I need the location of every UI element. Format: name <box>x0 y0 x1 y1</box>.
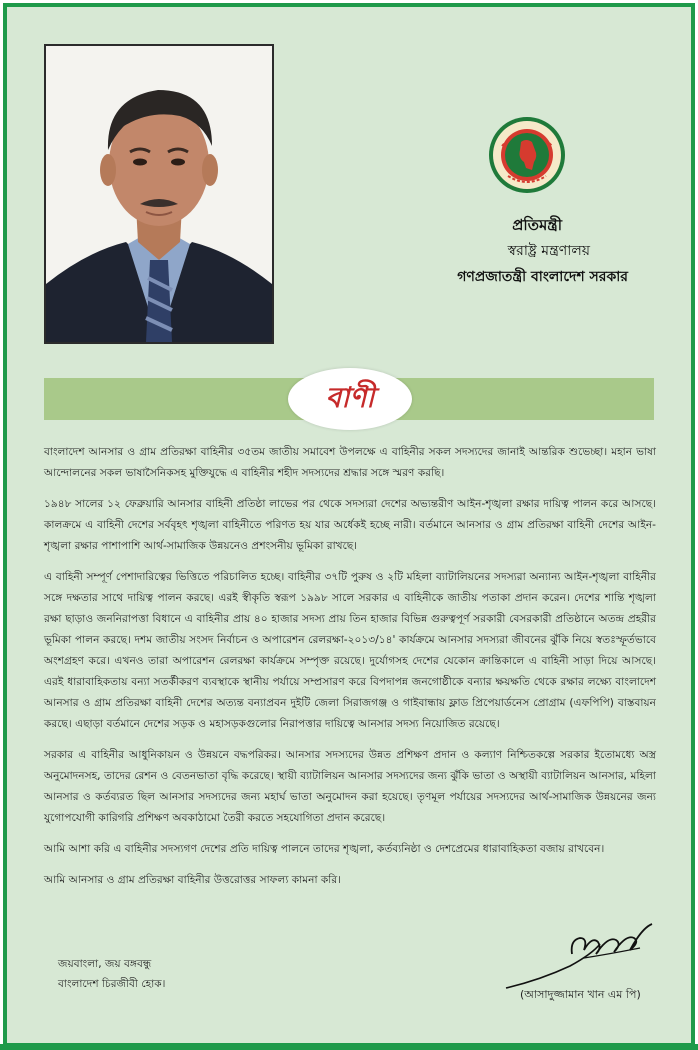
government-name: গণপ্রজাতন্ত্রী বাংলাদেশ সরকার <box>457 269 628 285</box>
message-paragraph: এ বাহিনী সম্পূর্ণ পেশাদারিত্বের ভিত্তিতে পরিচালিত হচ্ছে। বাহিনীর ৩৭টি পুরুষ ও ২টি মহিলা ব্যাটালিয়নের সদস্যরা অন্যান্য আইন-শৃঙ্খলা বাহিনীর সঙ্গে দক্ষতার সাথে দায়িত্ব পালন করছে। এরই স্বীকৃতি স্বরূপ ১৯৯৮ সালে সরকার এ বাহিনীকে জাতীয় পতাকা প্রদান করেন। দেশের শান্তি শৃঙ্খলা রক্ষা ছাড়াও জননিরাপত্তা বিধানে এ বাহিনীর প্রায় ৪০ হাজার সদস্য প্রায় তিন হাজার বিভিন্ন গুরুত্বপূর্ণ সরকারী বেসরকারী প্রতিষ্ঠানে অতন্দ্র প্রহরীর ভূমিকা পালন করছে। দশম জাতীয় সংসদ নির্বাচন ও অপারেশন রেলরক্ষা-২০১৩/১৪' কার্যক্রমে আনসার সদস্যরা জীবনের ঝুঁকি নিয়ে স্বতঃস্ফূর্তভাবে অংশগ্রহণ করে। এখনও তারা অপারেশন রেলরক্ষা কার্যক্রমে সম্পৃক্ত রয়েছে। দুর্যোগসহ দেশের যেকোন ক্রান্তিকালে এ বাহিনী সাড়া দিয়ে আসছে। এরই ধারাবাহিকতায় বন্যা সতর্কীকরণ ব্যবস্থাকে স্থানীয় পর্যায়ে সম্প্রসারণ করে বিপদাপন্ন জনগোষ্ঠীকে বন্যার ক্ষয়ক্ষতি থেকে রক্ষার লক্ষ্যে বাংলাদেশ আনসার ও গ্রাম প্রতিরক্ষা বাহিনী দেশের অত্যন্ত বন্যাপ্রবন দুইটি জেলা সিরাজগঞ্জ ও গাইবান্ধায় ফ্লাড প্রিপেয়ার্ডনেস প্রোগ্রাম (এফপিপি) বাস্তবায়ন করছে। এছাড়া বর্তমানে দেশের সড়ক ও মহাসড়কগুলোর নিরাপত্তার দায়িত্বে আনসার সদস্য নিয়োজিত রয়েছে। <box>44 571 656 730</box>
message-paragraph: বাংলাদেশ আনসার ও গ্রাম প্রতিরক্ষা বাহিনীর ৩৫তম জাতীয় সমাবেশ উপলক্ষে এ বাহিনীর সকল সদস্যদের জানাই আন্তরিক শুভেচ্ছা। মহান ভাষা আন্দোলনের সকল ভাষাসৈনিকসহ মুক্তিযুদ্ধে এ বাহিনীর শহীদ সদস্যদের শ্রদ্ধার সঙ্গে স্মরণ করছি। <box>44 446 656 479</box>
government-seal-icon <box>488 116 566 194</box>
designation-title: প্রতিমন্ত্রী <box>512 216 562 234</box>
signature-icon <box>500 914 660 994</box>
message-paragraph: সরকার এ বাহিনীর আধুনিকায়ন ও উন্নয়নে বদ্ধপরিকর। আনসার সদস্যদের উন্নত প্রশিক্ষণ প্রদান ও কল্যাণ নিশ্চিতকল্পে সরকার ইতোমধ্যে অস্ত্র অনুমোদনসহ, তাদের রেশন ও বেতনভাতা বৃদ্ধি করেছে। স্থায়ী ব্যাটালিয়ন আনসার সদস্যদের জন্য ঝুঁকি ভাতা ও অস্থায়ী ব্যাটালিয়ন আনসার, মহিলা আনসার ও কর্তব্যরত ছিল আনসার সদস্যদের জন্য মহার্ঘ ভাতা অনুমোদন করা হয়েছে। তৃণমূল পর্যায়ের সদস্যদের আর্থ-সামাজিক উন্নয়নের জন্য যুগোপযোগী কারিগরি প্রশিক্ষণ অবকাঠামো তৈরী করতে সহযোগিতা প্রদান করেছে। <box>44 749 656 824</box>
message-banner <box>288 368 412 430</box>
message-banner-label: বাণী <box>325 380 375 414</box>
message-paragraph: ১৯৪৮ সালের ১২ ফেব্রুয়ারি আনসার বাহিনী প্রতিষ্ঠা লাভের পর থেকে সদস্যরা দেশের অভ্যন্তরীণ আইন-শৃঙ্খলা রক্ষার দায়িত্ব পালন করে আসছে। কালক্রমে এ বাহিনী দেশের সর্ববৃহৎ শৃঙ্খলা বাহিনীতে পরিণত হয় যার অর্ধেকই হচ্ছে নারী। বর্তমানে আনসার ও গ্রাম প্রতিরক্ষা বাহিনী দেশের আইন-শৃঙ্খলা রক্ষার পাশাপাশি আর্থ-সামাজিক উন্নয়নেও প্রশংসনীয় ভূমিকা রাখছে। <box>44 498 656 552</box>
message-paragraph: আমি আশা করি এ বাহিনীর সদস্যগণ দেশের প্রতি দায়িত্ব পালনে তাদের শৃঙ্খলা, কর্তব্যনিষ্ঠা ও দেশপ্রেমের ধারাবাহিকতা বজায় রাখবেন। <box>44 843 605 855</box>
message-paragraph: আমি আনসার ও গ্রাম প্রতিরক্ষা বাহিনীর উত্তরোত্তর সাফল্য কামনা করি। <box>44 874 341 886</box>
message-body <box>44 442 656 901</box>
portrait-photo <box>44 44 274 344</box>
closing-slogans <box>58 954 165 994</box>
slogan-line: জয়বাংলা, জয় বঙ্গবন্ধু <box>58 958 152 970</box>
bottom-rule <box>0 1044 698 1050</box>
ministry-name: স্বরাষ্ট্র মন্ত্রণালয় <box>507 243 590 259</box>
signatory-name: (আসাদুজ্জামান খান এম পি) <box>520 988 641 1001</box>
title-block <box>420 212 660 290</box>
slogan-line: বাংলাদেশ চিরজীবী হোক। <box>58 978 166 990</box>
